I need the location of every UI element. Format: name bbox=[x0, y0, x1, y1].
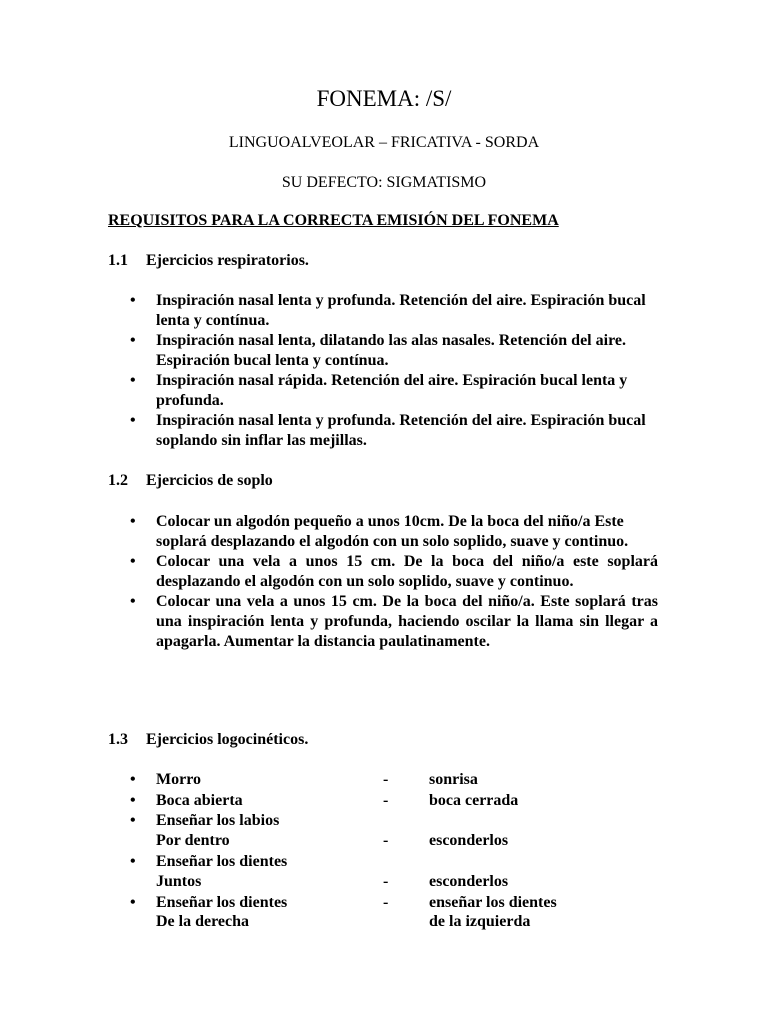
list-item: • Colocar una vela a unos 15 cm. De la boca del niño/a. Este soplará tras una inspiración lenta y profunda, haciendo oscilar la llama sin llegar a apagarla. Aumentar la distancia paulatinamente. bbox=[130, 592, 658, 652]
bullet-icon: • bbox=[130, 853, 136, 870]
exercise-right: sonrisa bbox=[429, 771, 478, 788]
section-heading-1-3 bbox=[108, 731, 308, 749]
bullet-icon: • bbox=[130, 894, 136, 911]
section-number: 1.3 bbox=[108, 731, 128, 748]
exercise-left: Enseñar los dientes bbox=[156, 853, 288, 870]
phoneme-classification: LINGUOALVEOLAR – FRICATIVA - SORDA bbox=[228, 134, 540, 151]
exercise-right: esconderlos bbox=[429, 832, 509, 849]
list-item: • Inspiración nasal rápida. Retención del aire. Espiración bucal lenta y profunda. bbox=[130, 371, 658, 411]
section-number: 1.2 bbox=[108, 472, 128, 489]
page-title: FONEMA: /S/ bbox=[316, 86, 452, 111]
blowing-exercises-list bbox=[130, 512, 658, 652]
requirements-heading: REQUISITOS PARA LA CORRECTA EMISIÓN DEL FONEMA bbox=[108, 212, 559, 229]
exercise-left: Boca abierta bbox=[156, 792, 243, 809]
separator-dash: - bbox=[383, 894, 389, 911]
list-item: • Inspiración nasal lenta y profunda. Retención del aire. Espiración bucal lenta y contínua. bbox=[130, 291, 658, 331]
section-number: 1.1 bbox=[108, 252, 128, 269]
respiratory-exercises-list bbox=[130, 291, 658, 451]
separator-dash: - bbox=[383, 792, 389, 809]
section-heading-1-2 bbox=[108, 472, 273, 490]
section-title: Ejercicios de soplo bbox=[146, 472, 273, 489]
exercise-left-continuation: Por dentro bbox=[156, 832, 230, 849]
separator-dash: - bbox=[383, 832, 389, 849]
list-item: • Colocar una vela a unos 15 cm. De la boca del niño/a este soplará desplazando el algodón con un solo soplido, suave y continuo. bbox=[130, 552, 658, 592]
exercise-left-continuation: De la derecha bbox=[156, 913, 250, 930]
section-heading-1-1 bbox=[108, 252, 309, 270]
separator-dash: - bbox=[383, 873, 389, 890]
exercise-right: boca cerrada bbox=[429, 792, 519, 809]
separator-dash: - bbox=[383, 771, 389, 788]
bullet-icon: • bbox=[130, 771, 136, 788]
section-title: Ejercicios respiratorios. bbox=[146, 252, 309, 269]
exercise-left: Enseñar los labios bbox=[156, 812, 280, 829]
list-item: • Inspiración nasal lenta, dilatando las alas nasales. Retención del aire. Espiración bucal lenta y contínua. bbox=[130, 331, 658, 371]
exercise-right: enseñar los dientes bbox=[429, 894, 557, 911]
exercise-left-continuation: Juntos bbox=[156, 873, 202, 890]
exercise-right: esconderlos bbox=[429, 873, 509, 890]
exercise-left: Morro bbox=[156, 771, 202, 788]
section-title: Ejercicios logocinéticos. bbox=[146, 731, 309, 748]
exercise-right-continuation: de la izquierda bbox=[429, 913, 531, 930]
bullet-icon: • bbox=[130, 812, 136, 829]
exercise-left: Enseñar los dientes bbox=[156, 894, 288, 911]
list-item: • Colocar un algodón pequeño a unos 10cm. De la boca del niño/a Este soplará desplazando el algodón con un solo soplido, suave y continuo. bbox=[130, 512, 658, 552]
defect-label: SU DEFECTO: SIGMATISMO bbox=[281, 174, 487, 191]
bullet-icon: • bbox=[130, 792, 136, 809]
list-item: • Inspiración nasal lenta y profunda. Retención del aire. Espiración bucal soplando sin inflar las mejillas. bbox=[130, 411, 658, 451]
